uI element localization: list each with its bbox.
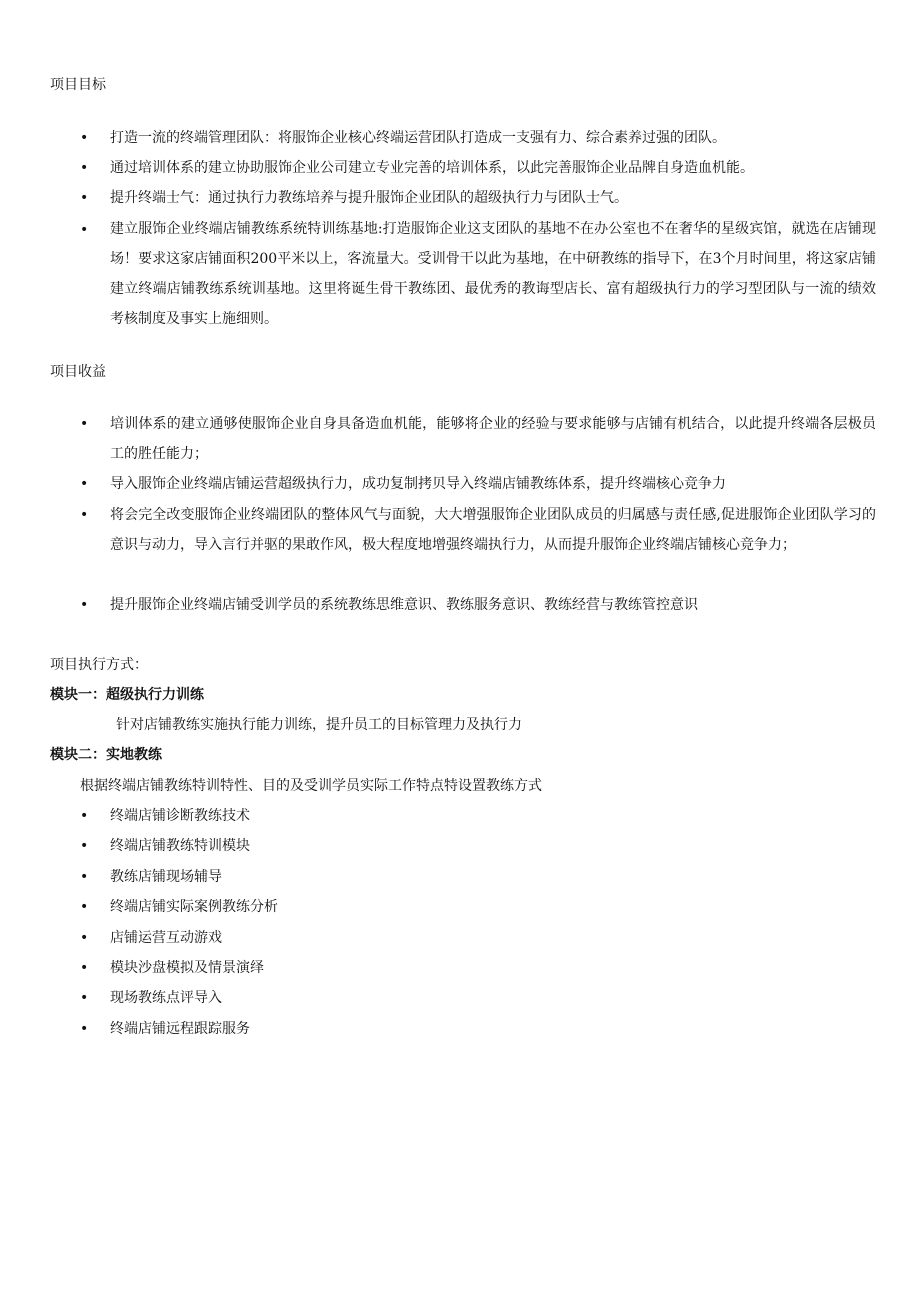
bullet-icon: • [80,960,89,976]
bullet-icon: • [80,838,89,854]
execution-heading: 项目执行方式： [50,657,148,673]
benefits-item: 将会完全改变服饰企业终端团队的整体风气与面貌，大大增强服饰企业团队成员的归属感与责任感,促进服饰企业团队学习的意识与动力，导入言行并驱的果敢作风，极大程度地增强终端执行力，从而提升服饰企业终端店铺核心竞争力； [110,507,876,553]
module2-title: 模块二：实地教练 [50,747,162,763]
goals-item: 打造一流的终端管理团队：将服饰企业核心终端运营团队打造成一支强有力、综合素养过强的团队。 [110,130,726,146]
module2-item: 终端店铺诊断教练技术 [110,808,250,824]
module2-item: 教练店铺现场辅导 [110,869,222,885]
module2-item: 终端店铺教练特训模块 [110,838,250,854]
module1-desc: 针对店铺教练实施执行能力训练，提升员工的目标管理力及执行力 [116,717,522,733]
bullet-icon: • [80,1021,89,1037]
bullet-icon: • [80,222,89,238]
bullet-icon: • [80,476,89,492]
bullet-icon: • [80,869,89,885]
goals-item: 建立服饰企业终端店铺教练系统特训练基地:打造服饰企业这支团队的基地不在办公室也不在奢华的星级宾馆，就选在店铺现场！要求这家店铺面积200平米以上，客流量大。受训骨干以此为基地，在中研教练的指导下，在3个月时间里，将这家店铺建立终端店铺教练系统训基地。这里将诞生骨干教练团、最优秀的教诲型店长、富有超级执行力的学习型团队与一流的绩效考核制度及事实上施细则。 [110,221,876,327]
module2-item: 终端店铺远程跟踪服务 [110,1021,250,1037]
benefits-heading: 项目收益 [50,364,106,380]
bullet-icon: • [80,808,89,824]
module2-desc: 根据终端店铺教练特训特性、目的及受训学员实际工作特点特设置教练方式 [80,778,542,794]
bullet-icon: • [80,899,89,915]
module1-title: 模块一：超级执行力训练 [50,687,204,703]
benefits-item: 培训体系的建立通够使服饰企业自身具备造血机能，能够将企业的经验与要求能够与店铺有机结合，以此提升终端各层极员工的胜任能力； [110,416,876,462]
bullet-icon: • [80,597,89,613]
bullet-icon: • [80,416,89,432]
benefits-item: 提升服饰企业终端店铺受训学员的系统教练思维意识、教练服务意识、教练经营与教练管控意识 [110,597,698,613]
module2-item: 现场教练点评导入 [110,990,222,1006]
module2-item: 店铺运营互动游戏 [110,930,222,946]
bullet-icon: • [80,160,89,176]
module2-item: 终端店铺实际案例教练分析 [110,899,278,915]
goals-heading: 项目目标 [50,77,106,93]
goals-item: 提升终端士气：通过执行力教练培养与提升服饰企业团队的超级执行力与团队士气。 [110,190,628,206]
bullet-icon: • [80,190,89,206]
bullet-icon: • [80,990,89,1006]
bullet-icon: • [80,130,89,146]
benefits-item: 导入服饰企业终端店铺运营超级执行力，成功复制拷贝导入终端店铺教练体系，提升终端核心竞争力 [110,476,726,492]
bullet-icon: • [80,930,89,946]
bullet-icon: • [80,507,89,523]
module2-item: 模块沙盘模拟及情景演绎 [110,960,264,976]
goals-item: 通过培训体系的建立协助服饰企业公司建立专业完善的培训体系，以此完善服饰企业品牌自身造血机能。 [110,160,754,176]
